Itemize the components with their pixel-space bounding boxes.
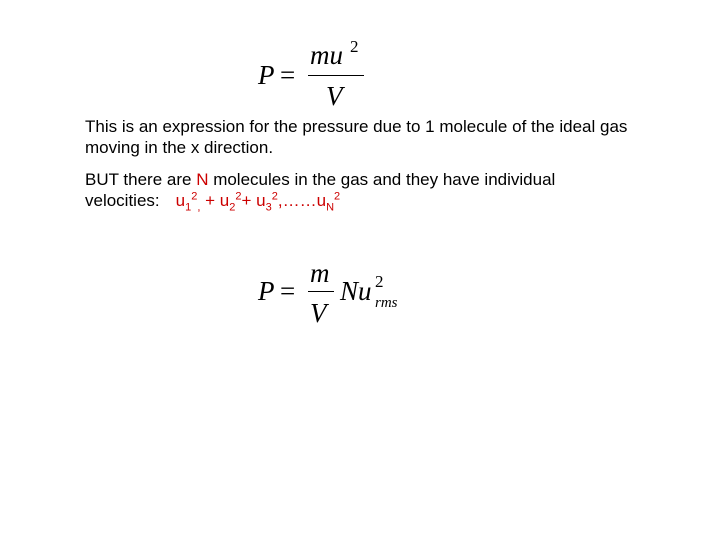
velocities-label: velocities: — [85, 191, 160, 210]
denominator-v: V — [326, 81, 343, 111]
denominator-v: V — [310, 298, 327, 328]
numerator-exponent: 2 — [350, 37, 359, 56]
n-u-factor: Nu — [340, 276, 372, 306]
pressure-equation-single-molecule — [258, 38, 368, 112]
rms-subscript: rms — [375, 295, 398, 311]
molecules-paragraph — [85, 169, 685, 214]
equals-sign: = — [280, 60, 296, 90]
rms-exponent: 2 — [375, 272, 384, 291]
pressure-symbol: P — [258, 276, 275, 306]
pressure-symbol: P — [258, 60, 275, 90]
n-highlight: N — [196, 170, 209, 189]
paragraph-text-start: BUT there are — [85, 170, 197, 189]
numerator-m: m — [310, 258, 330, 288]
paragraph-text-end: molecules in the gas and they have individual — [208, 170, 556, 189]
velocity-list: $u_1^2_, + u_2^2+$ $u_3^2,\dots\dots u_N^2$ — [175, 190, 341, 214]
numerator-mu: mu — [310, 40, 343, 70]
fraction-bar — [308, 75, 364, 76]
fraction-bar — [308, 291, 334, 292]
equals-sign: = — [280, 276, 296, 306]
explanation-paragraph: This is an expression for the pressure due to 1 molecule of the ideal gas moving in the x direction. — [85, 117, 628, 157]
pressure-equation-n-molecules — [258, 258, 408, 332]
